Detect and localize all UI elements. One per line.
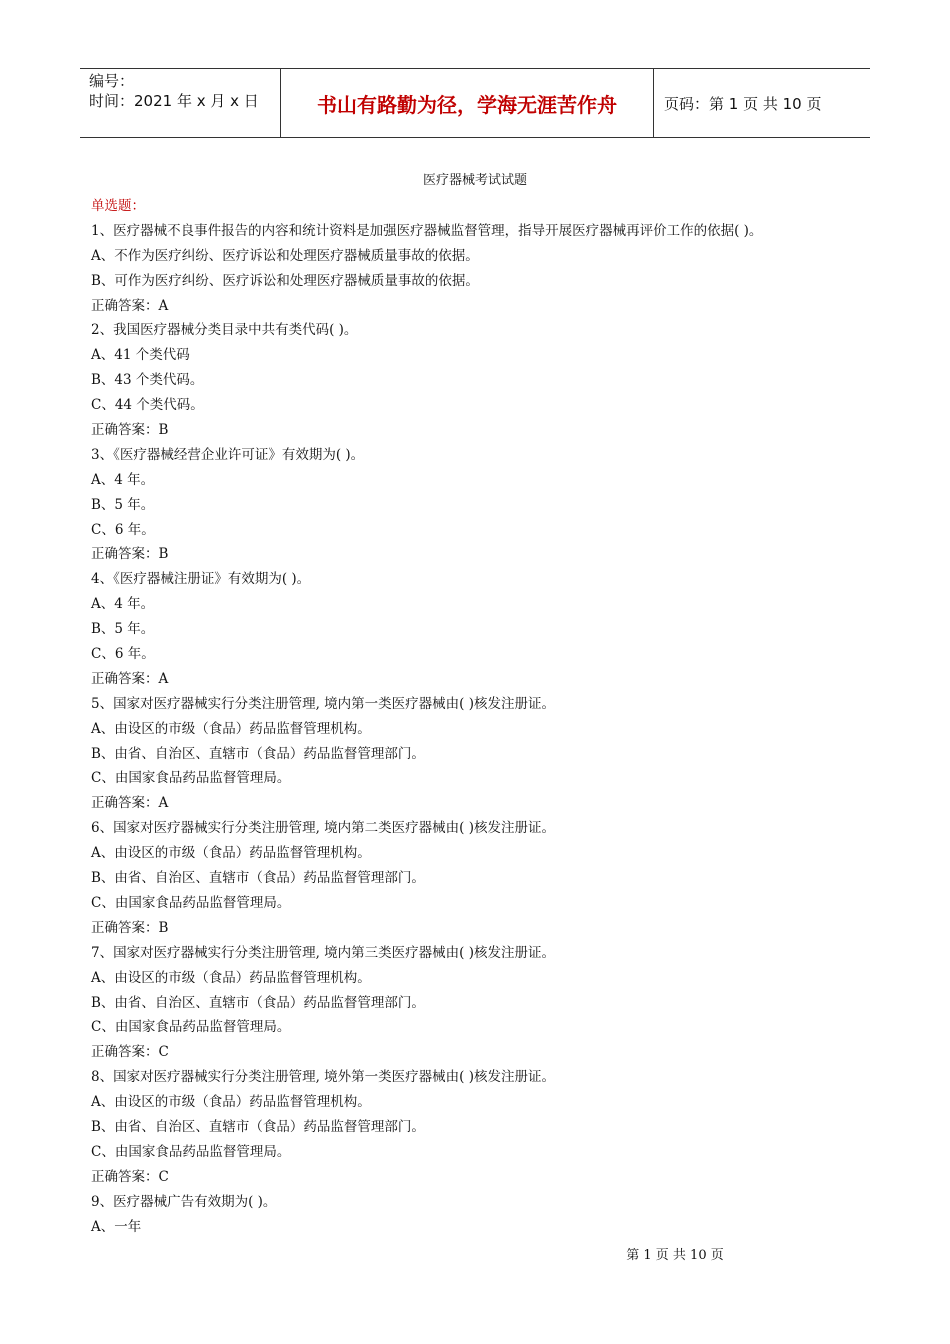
answer-line: 正确答案：B xyxy=(91,919,169,936)
page-header xyxy=(80,68,870,138)
header-motto: 书山有路勤为径，学海无涯苦作舟 xyxy=(281,69,654,137)
option-line: A、4 年。 xyxy=(91,471,155,488)
option-line: A、由设区的市级（食品）药品监督管理机构。 xyxy=(91,1094,371,1111)
page-footer xyxy=(0,1246,950,1266)
question-stem: 4、《医疗器械注册证》有效期为( )。 xyxy=(91,571,311,588)
answer-line: 正确答案：A xyxy=(91,795,169,812)
answer-line: 正确答案：A xyxy=(91,670,169,687)
option-line: C、44 个类代码。 xyxy=(91,397,204,414)
question-list xyxy=(91,194,871,1239)
header-page-info: 页码：第 1 页 共 10 页 xyxy=(664,94,822,113)
document-title: 医疗器械考试试题 xyxy=(422,173,527,188)
option-line: A、4 年。 xyxy=(91,596,155,613)
option-line: B、5 年。 xyxy=(91,621,155,638)
question-stem: 7、国家对医疗器械实行分类注册管理, 境内第三类医疗器械由( )核发注册证。 xyxy=(91,944,555,961)
option-line: B、43 个类代码。 xyxy=(91,372,204,389)
option-line: A、由设区的市级（食品）药品监督管理机构。 xyxy=(91,969,371,986)
answer-line: 正确答案：A xyxy=(91,297,169,314)
option-line: C、由国家食品药品监督管理局。 xyxy=(91,1143,291,1160)
option-line: B、由省、自治区、直辖市（食品）药品监督管理部门。 xyxy=(91,870,425,887)
document-time-label: 时间：2021 年 x 月 x 日 xyxy=(89,92,259,110)
page-number: 第 1 页 共 10 页 xyxy=(626,1248,724,1263)
question-stem: 3、《医疗器械经营企业许可证》有效期为( )。 xyxy=(91,446,365,463)
option-line: C、由国家食品药品监督管理局。 xyxy=(91,770,291,787)
header-meta xyxy=(80,69,281,137)
option-line: B、可作为医疗纠纷、医疗诉讼和处理医疗器械质量事故的依据。 xyxy=(91,272,479,289)
answer-line: 正确答案：C xyxy=(91,1044,169,1061)
question-stem: 9、医疗器械广告有效期为( )。 xyxy=(91,1193,277,1210)
option-line: A、由设区的市级（食品）药品监督管理机构。 xyxy=(91,720,371,737)
option-line: B、由省、自治区、直辖市（食品）药品监督管理部门。 xyxy=(91,994,425,1011)
option-line: A、由设区的市级（食品）药品监督管理机构。 xyxy=(91,845,371,862)
option-line: C、由国家食品药品监督管理局。 xyxy=(91,1019,291,1036)
answer-line: 正确答案：B xyxy=(91,546,169,563)
question-stem: 1、医疗器械不良事件报告的内容和统计资料是加强医疗器械监督管理，指导开展医疗器械再评价工作的依据( )。 xyxy=(91,222,763,239)
answer-line: 正确答案：B xyxy=(91,422,169,439)
question-stem: 2、我国医疗器械分类目录中共有类代码( )。 xyxy=(91,322,358,339)
answer-line: 正确答案：C xyxy=(91,1168,169,1185)
section-heading: 单选题： xyxy=(91,198,145,214)
option-line: C、6 年。 xyxy=(91,646,155,663)
question-stem: 5、国家对医疗器械实行分类注册管理, 境内第一类医疗器械由( )核发注册证。 xyxy=(91,695,555,712)
option-line: B、由省、自治区、直辖市（食品）药品监督管理部门。 xyxy=(91,1118,425,1135)
question-stem: 8、国家对医疗器械实行分类注册管理, 境外第一类医疗器械由( )核发注册证。 xyxy=(91,1069,555,1086)
option-line: C、由国家食品药品监督管理局。 xyxy=(91,894,291,911)
question-lines xyxy=(91,219,871,1240)
option-line: A、41 个类代码 xyxy=(91,347,190,364)
option-line: A、一年 xyxy=(91,1218,142,1235)
document-number-label: 编号： xyxy=(89,72,135,90)
question-stem: 6、国家对医疗器械实行分类注册管理, 境内第二类医疗器械由( )核发注册证。 xyxy=(91,820,555,837)
option-line: C、6 年。 xyxy=(91,521,155,538)
option-line: B、5 年。 xyxy=(91,496,155,513)
option-line: A、不作为医疗纠纷、医疗诉讼和处理医疗器械质量事故的依据。 xyxy=(91,247,479,264)
option-line: B、由省、自治区、直辖市（食品）药品监督管理部门。 xyxy=(91,745,425,762)
